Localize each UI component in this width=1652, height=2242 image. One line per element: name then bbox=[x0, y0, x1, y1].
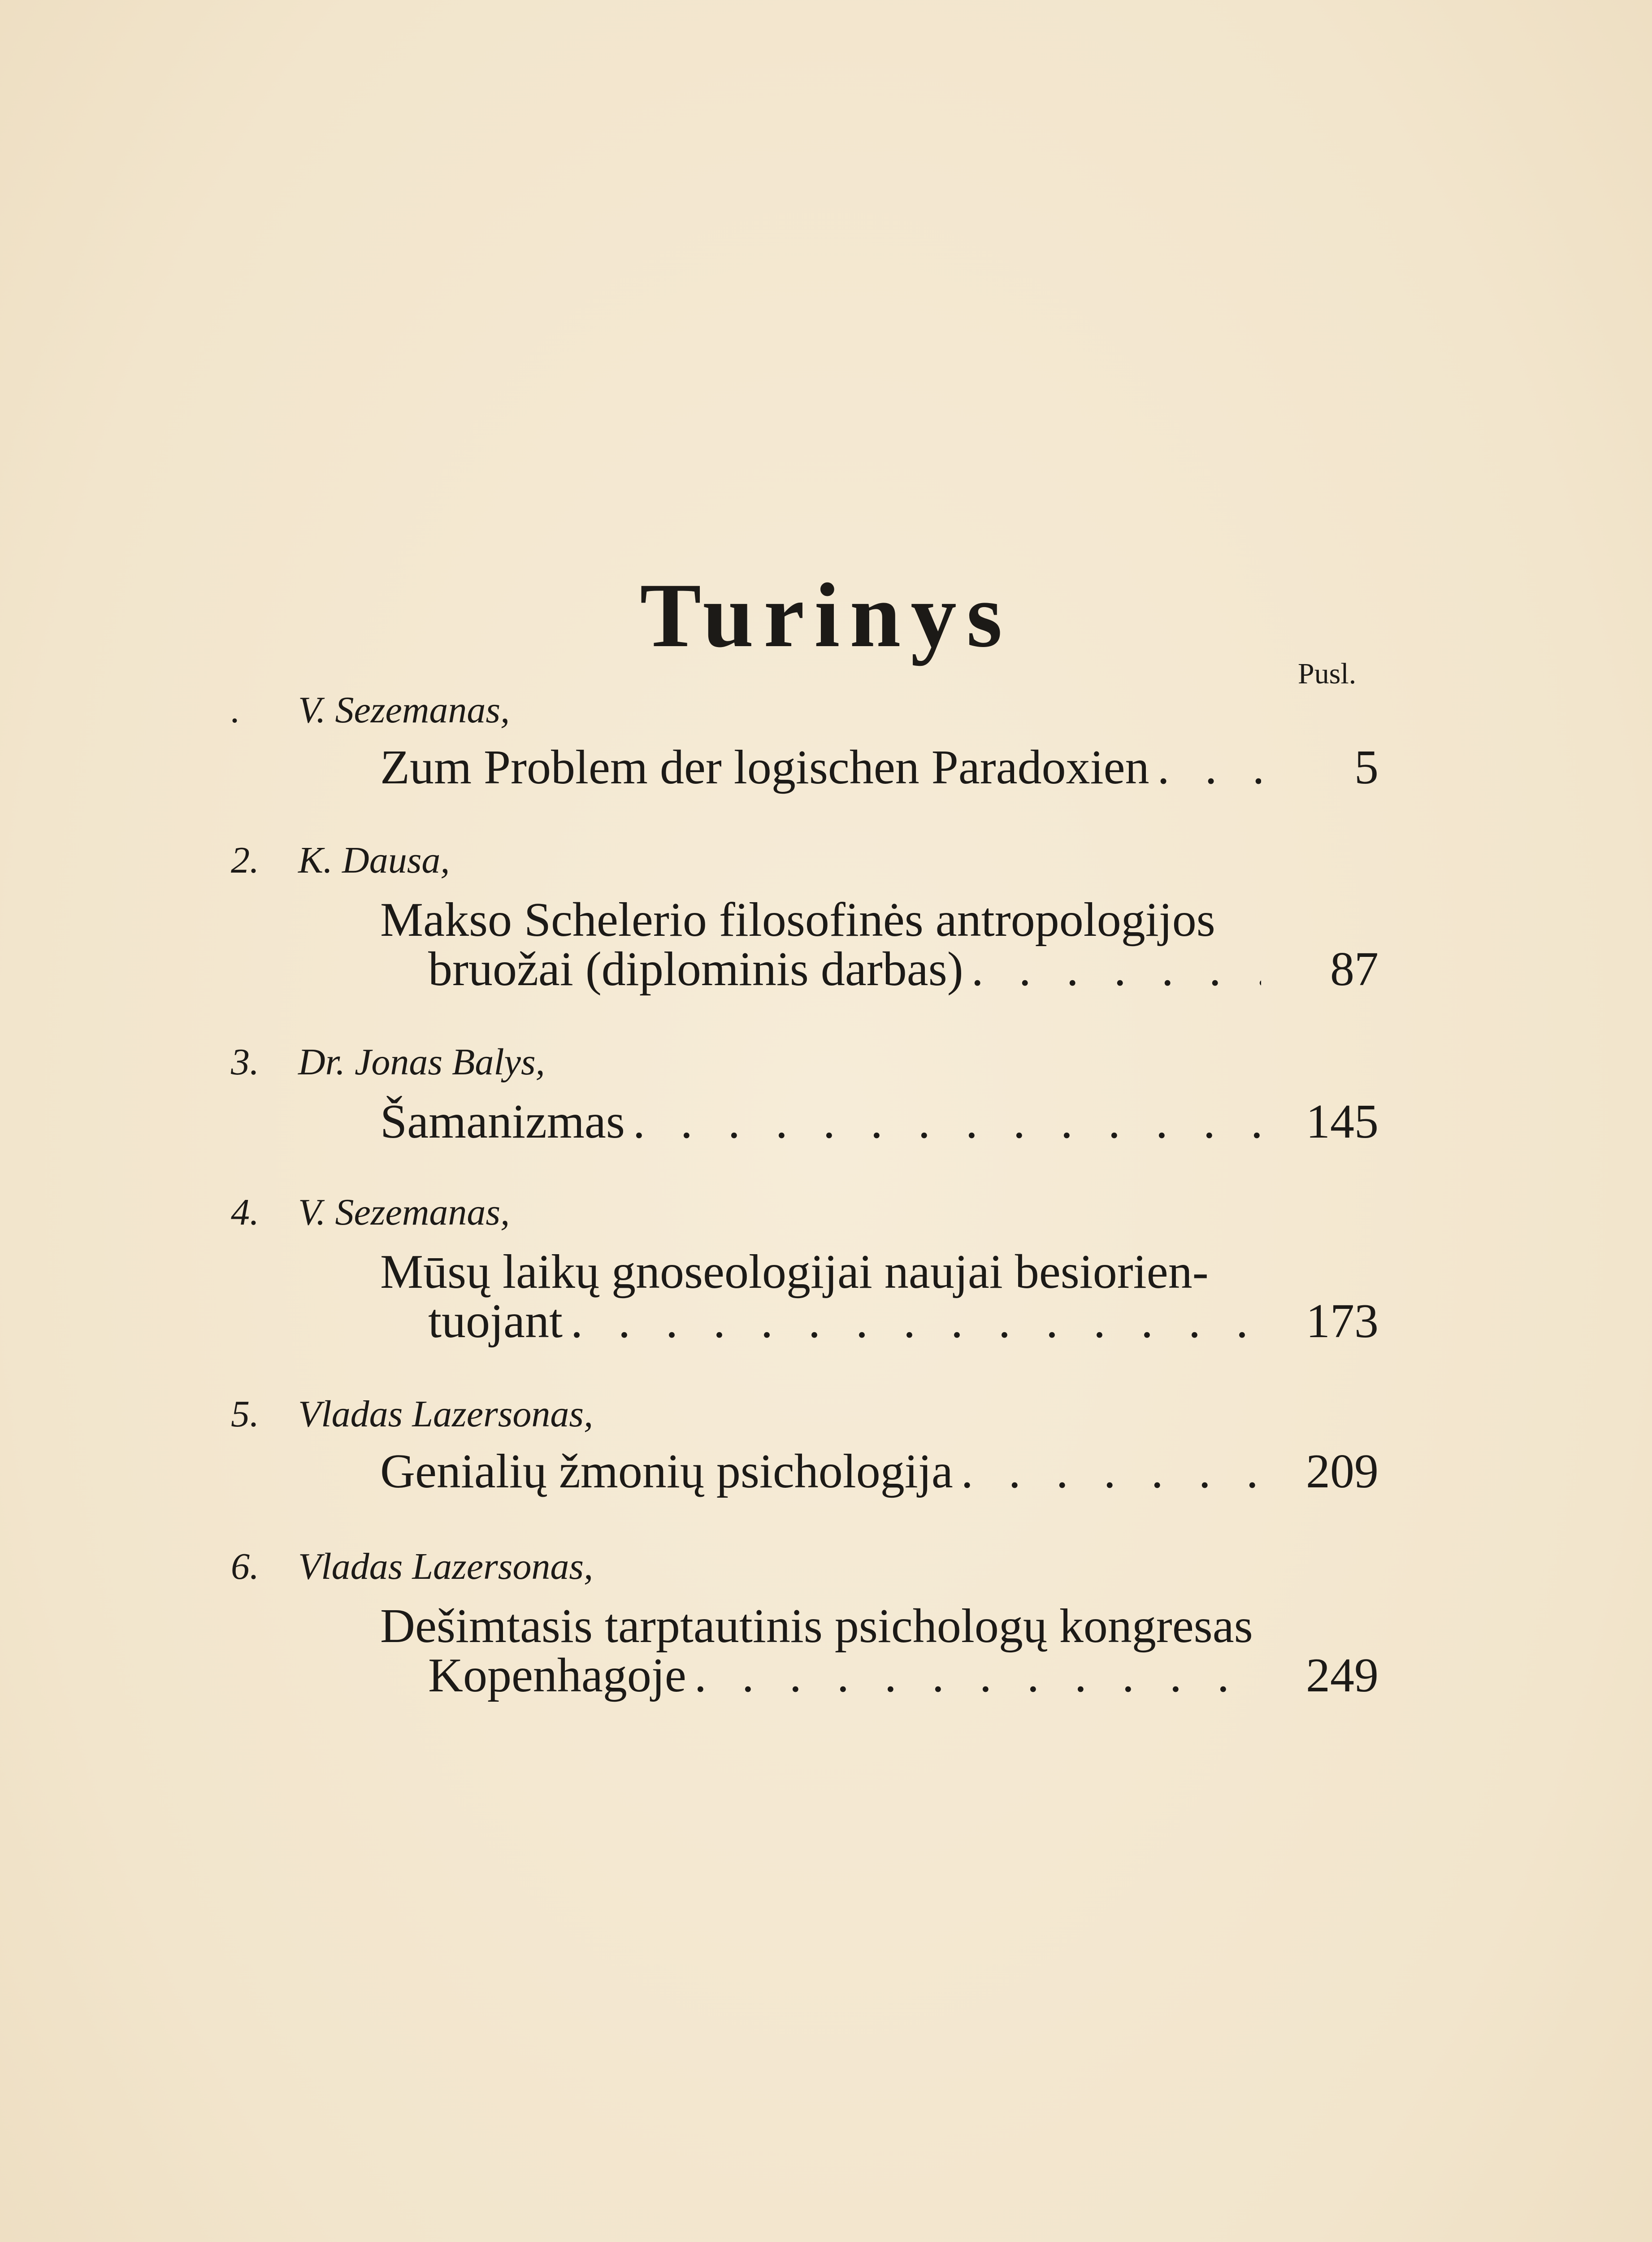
entry-page-number: 209 bbox=[1306, 1445, 1379, 1498]
entry-author: V. Sezemanas, bbox=[298, 1191, 510, 1233]
entry-title-line bbox=[380, 892, 1215, 948]
entry-title-line bbox=[380, 1094, 1261, 1150]
entry-title-text: Dešimtasis tarptautinis psichologų kongresas bbox=[380, 1599, 1253, 1653]
entry-page-number: 173 bbox=[1306, 1295, 1379, 1348]
leader-dots bbox=[963, 942, 1261, 997]
entry-number: . bbox=[231, 689, 240, 731]
entry-title-text: Kopenhagoje bbox=[428, 1649, 686, 1702]
entry-page-number: 5 bbox=[1354, 741, 1379, 794]
entry-title-text: bruožai (diplominis darbas) bbox=[428, 943, 963, 996]
entry-title-line bbox=[428, 1294, 1261, 1349]
entry-title-line bbox=[428, 1648, 1261, 1703]
entry-title-line bbox=[428, 942, 1261, 997]
entry-page-number: 87 bbox=[1330, 943, 1379, 996]
entry-page-number: 145 bbox=[1306, 1095, 1379, 1148]
entry-title-line bbox=[380, 1444, 1261, 1499]
entry-title-text: Šamanizmas bbox=[380, 1095, 625, 1148]
entry-title-text: Makso Schelerio filosofinės antropologijos bbox=[380, 893, 1215, 947]
entry-title-line bbox=[380, 1244, 1209, 1300]
entry-title-line bbox=[380, 740, 1261, 795]
leader-dots bbox=[1149, 740, 1261, 795]
entry-author: Dr. Jonas Balys, bbox=[298, 1041, 545, 1083]
entry-number: 2. bbox=[231, 839, 259, 881]
leader-dots bbox=[686, 1648, 1261, 1703]
page-column-label: Pusl. bbox=[1298, 657, 1357, 690]
entry-title-text: Genialių žmonių psichologija bbox=[380, 1445, 953, 1498]
entry-title-text: tuojant bbox=[428, 1295, 563, 1348]
entry-author: K. Dausa, bbox=[298, 839, 450, 881]
entry-title-line bbox=[380, 1599, 1253, 1654]
entry-number: 4. bbox=[231, 1191, 259, 1233]
leader-dots bbox=[953, 1444, 1261, 1499]
entry-page-number: 249 bbox=[1306, 1649, 1379, 1702]
entry-number: 5. bbox=[231, 1393, 259, 1435]
entry-author: Vladas Lazersonas, bbox=[298, 1546, 594, 1587]
leader-dots bbox=[563, 1294, 1261, 1349]
page-title: Turinys bbox=[640, 565, 1012, 666]
entry-number: 3. bbox=[231, 1041, 259, 1083]
entry-author: Vladas Lazersonas, bbox=[298, 1393, 594, 1435]
entry-title-text: Mūsų laikų gnoseologijai naujai besiorien- bbox=[380, 1245, 1209, 1299]
entry-number: 6. bbox=[231, 1546, 259, 1587]
entry-author: V. Sezemanas, bbox=[298, 689, 510, 731]
entry-title-text: Zum Problem der logischen Paradoxien bbox=[380, 741, 1149, 794]
leader-dots bbox=[625, 1094, 1261, 1150]
